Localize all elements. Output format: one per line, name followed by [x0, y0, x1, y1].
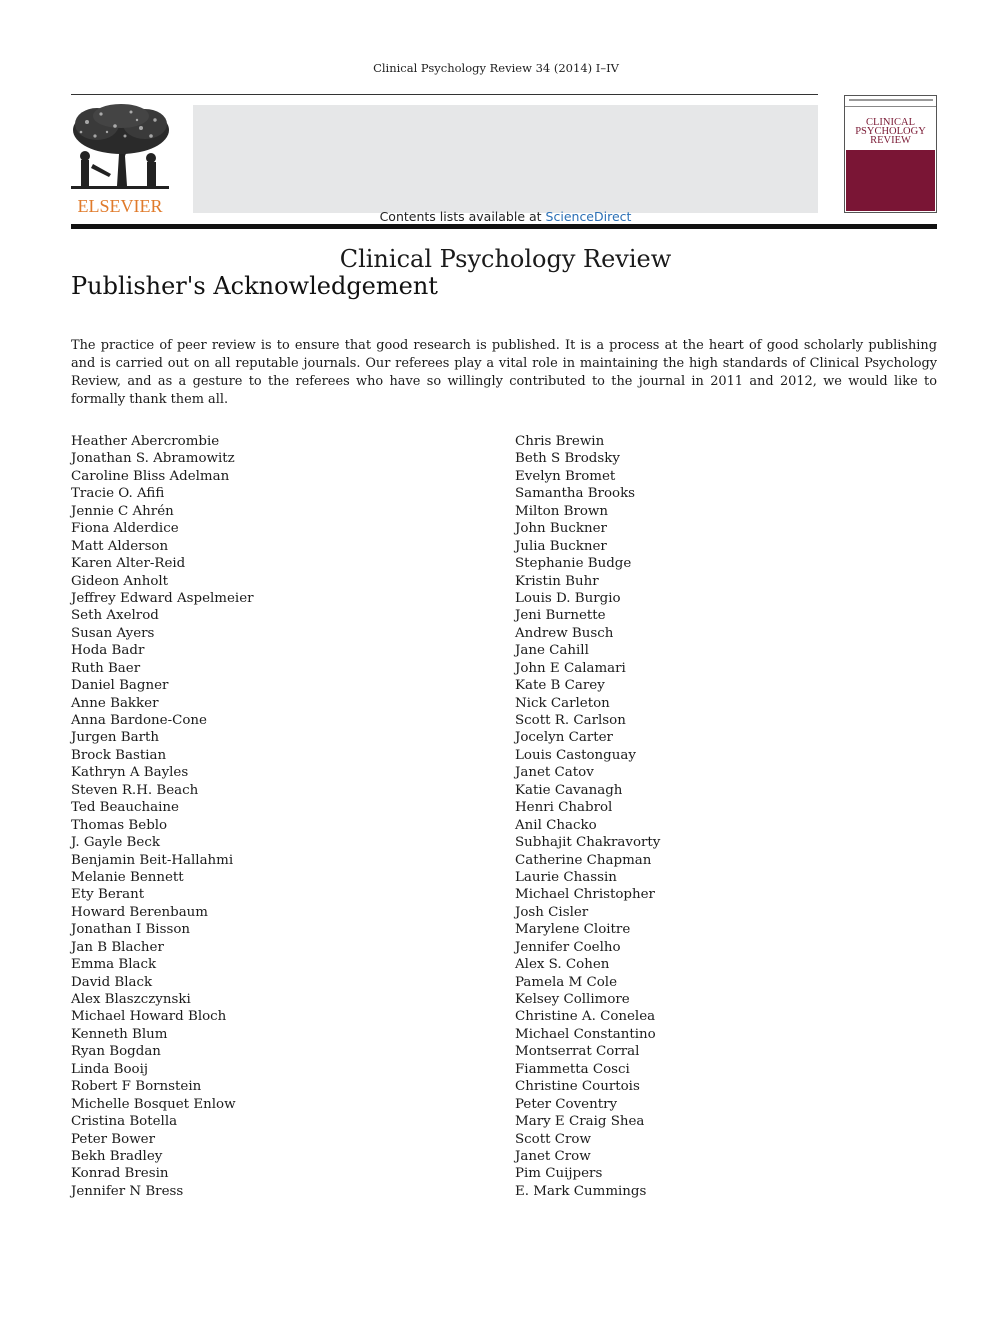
elsevier-wordmark: ELSEVIER: [77, 196, 163, 216]
journal-banner: [193, 105, 818, 273]
reviewer-name: Melanie Bennett: [71, 869, 184, 885]
reviewer-name: Nick Carleton: [515, 695, 610, 711]
reviewer-name: Bekh Bradley: [71, 1148, 163, 1164]
reviewer-name: Thomas Beblo: [71, 817, 168, 833]
reviewer-name: Kenneth Blum: [71, 1026, 168, 1042]
reviewer-name: Linda Booij: [71, 1061, 149, 1077]
reviewer-name: Robert F Bornstein: [71, 1079, 202, 1095]
reviewer-name: Seth Axelrod: [71, 608, 159, 624]
reviewer-list-left: [71, 433, 254, 1200]
cover-body: [846, 150, 935, 211]
reviewer-name: Ruth Baer: [71, 660, 141, 676]
reviewer-list-right: [515, 433, 660, 1200]
intro-paragraph: The practice of peer review is to ensure that good research is published. It is a process at the heart of good scholarly publishing and is carried out on all reputable journals. Our referees play a vital role in maintaining the high standards of Clinical Psychology Review, and as a gesture to the referees who have so willingly contributed to the journal in 2011 and 2012, we would like to formally thank them all.: [71, 338, 937, 407]
reviewer-name: E. Mark Cummings: [515, 1183, 647, 1199]
reviewer-name: Samantha Brooks: [515, 486, 636, 502]
reviewer-name: Scott R. Carlson: [515, 713, 626, 728]
reviewer-name: Jurgen Barth: [71, 730, 160, 746]
cover-title-line: CLINICAL: [866, 117, 915, 128]
reviewer-name: Anna Bardone-Cone: [71, 713, 207, 728]
reviewer-name: Katie Cavanagh: [515, 782, 623, 798]
reviewer-name: Louis D. Burgio: [515, 590, 621, 606]
reviewer-name: Jocelyn Carter: [515, 730, 613, 746]
reviewer-name: Ted Beauchaine: [71, 800, 179, 816]
reviewer-name: Mary E Craig Shea: [515, 1114, 645, 1130]
reviewer-name: Alex Blaszczynski: [71, 992, 191, 1007]
reviewer-name: Alex S. Cohen: [515, 957, 610, 973]
reviewer-name: Chris Brewin: [515, 434, 605, 449]
reviewer-name: Catherine Chapman: [515, 852, 652, 868]
reviewer-name: Michael Christopher: [515, 887, 655, 903]
reviewer-name: Hoda Badr: [71, 643, 145, 659]
reviewer-name: Brock Bastian: [71, 747, 167, 763]
reviewer-name: Steven R.H. Beach: [71, 782, 199, 798]
reviewer-name: Jennie C Ahrén: [71, 503, 174, 519]
reviewer-name: David Black: [71, 974, 153, 990]
reviewer-name: Pamela M Cole: [515, 974, 618, 990]
elsevier-tree-icon: [67, 102, 173, 216]
reviewer-name: Milton Brown: [515, 503, 608, 519]
cover-title-line: PSYCHOLOGY: [855, 126, 926, 137]
reviewer-name: Matt Alderson: [71, 538, 169, 554]
reviewer-name: Howard Berenbaum: [71, 904, 209, 920]
reviewer-name: Emma Black: [71, 957, 157, 973]
contents-line: [193, 209, 818, 224]
reviewer-name: Jonathan I Bisson: [71, 922, 191, 938]
reviewer-name: Fiammetta Cosci: [515, 1061, 630, 1077]
article-title: Publisher's Acknowledgement: [71, 272, 438, 300]
reviewer-name: Anil Chacko: [515, 817, 597, 833]
reviewer-name: Jan B Blacher: [71, 939, 164, 955]
reviewer-name: Fiona Alderdice: [71, 521, 179, 537]
reviewer-name: Laurie Chassin: [515, 869, 617, 885]
running-head: Clinical Psychology Review 34 (2014) I–IV: [373, 61, 619, 75]
reviewer-name: Konrad Bresin: [71, 1166, 169, 1182]
reviewer-name: Ety Berant: [71, 887, 145, 903]
reviewer-name: Julia Buckner: [515, 538, 607, 554]
reviewer-name: Susan Ayers: [71, 625, 155, 641]
reviewer-name: Kate B Carey: [515, 678, 605, 694]
reviewer-name: Christine A. Conelea: [515, 1009, 656, 1025]
reviewer-name: J. Gayle Beck: [71, 835, 160, 851]
reviewer-name: Daniel Bagner: [71, 678, 169, 694]
reviewer-name: Ryan Bogdan: [71, 1044, 161, 1060]
reviewer-name: Subhajit Chakravorty: [515, 835, 661, 851]
reviewer-name: Louis Castonguay: [515, 747, 636, 763]
reviewer-name: Jeffrey Edward Aspelmeier: [71, 590, 254, 606]
reviewer-name: Janet Catov: [515, 765, 594, 781]
reviewer-name: John E Calamari: [515, 660, 626, 676]
sciencedirect-link[interactable]: ScienceDirect: [545, 209, 632, 224]
reviewer-name: Andrew Busch: [515, 625, 614, 641]
elsevier-logo[interactable]: [67, 102, 173, 216]
reviewer-name: Tracie O. Afifi: [71, 486, 165, 502]
reviewer-name: Jane Cahill: [515, 643, 589, 659]
reviewer-name: Evelyn Bromet: [515, 468, 616, 484]
reviewer-name: Kathryn A Bayles: [71, 765, 189, 781]
reviewer-name: Kelsey Collimore: [515, 992, 630, 1007]
reviewer-name: Jennifer Coelho: [515, 939, 621, 955]
cover-title-line: REVIEW: [870, 135, 911, 146]
reviewer-name: Christine Courtois: [515, 1079, 640, 1095]
reviewer-name: Pim Cuijpers: [515, 1166, 603, 1182]
reviewer-name: Jonathan S. Abramowitz: [71, 451, 235, 467]
reviewer-name: Montserrat Corral: [515, 1044, 640, 1060]
reviewer-name: Henri Chabrol: [515, 800, 613, 816]
reviewer-name: Anne Bakker: [71, 695, 159, 711]
reviewer-name: Cristina Botella: [71, 1114, 178, 1130]
reviewer-name: Stephanie Budge: [515, 556, 632, 572]
reviewer-name: Caroline Bliss Adelman: [71, 468, 230, 484]
reviewer-name: Michael Constantino: [515, 1026, 656, 1042]
reviewer-name: Beth S Brodsky: [515, 451, 620, 467]
cover-top-strip: [845, 96, 936, 107]
reviewer-name: Kristin Buhr: [515, 573, 599, 589]
reviewer-name: Karen Alter-Reid: [71, 556, 186, 572]
reviewer-name: Benjamin Beit-Hallahmi: [71, 852, 234, 868]
contents-prefix: Contents lists available at: [379, 209, 546, 224]
reviewer-name: Peter Bower: [71, 1131, 155, 1147]
reviewer-name: Gideon Anholt: [71, 573, 169, 589]
reviewer-name: John Buckner: [515, 521, 607, 537]
reviewer-name: Josh Cisler: [515, 904, 589, 920]
reviewer-name: Scott Crow: [515, 1131, 591, 1147]
reviewer-name: Michelle Bosquet Enlow: [71, 1096, 236, 1112]
reviewer-name: Marylene Cloitre: [515, 922, 631, 938]
cover-title: [845, 118, 936, 145]
reviewer-name: Janet Crow: [515, 1148, 591, 1164]
reviewer-name: Jeni Burnette: [515, 608, 606, 624]
reviewer-name: Jennifer N Bress: [71, 1183, 184, 1199]
header-divider: [71, 224, 937, 229]
reviewer-name: Michael Howard Bloch: [71, 1009, 227, 1025]
reviewer-name: Heather Abercrombie: [71, 434, 220, 449]
journal-name[interactable]: Clinical Psychology Review: [339, 245, 672, 273]
reviewer-name: Peter Coventry: [515, 1096, 618, 1112]
journal-cover-thumbnail[interactable]: [844, 95, 937, 213]
header-top-rule: [71, 94, 818, 95]
